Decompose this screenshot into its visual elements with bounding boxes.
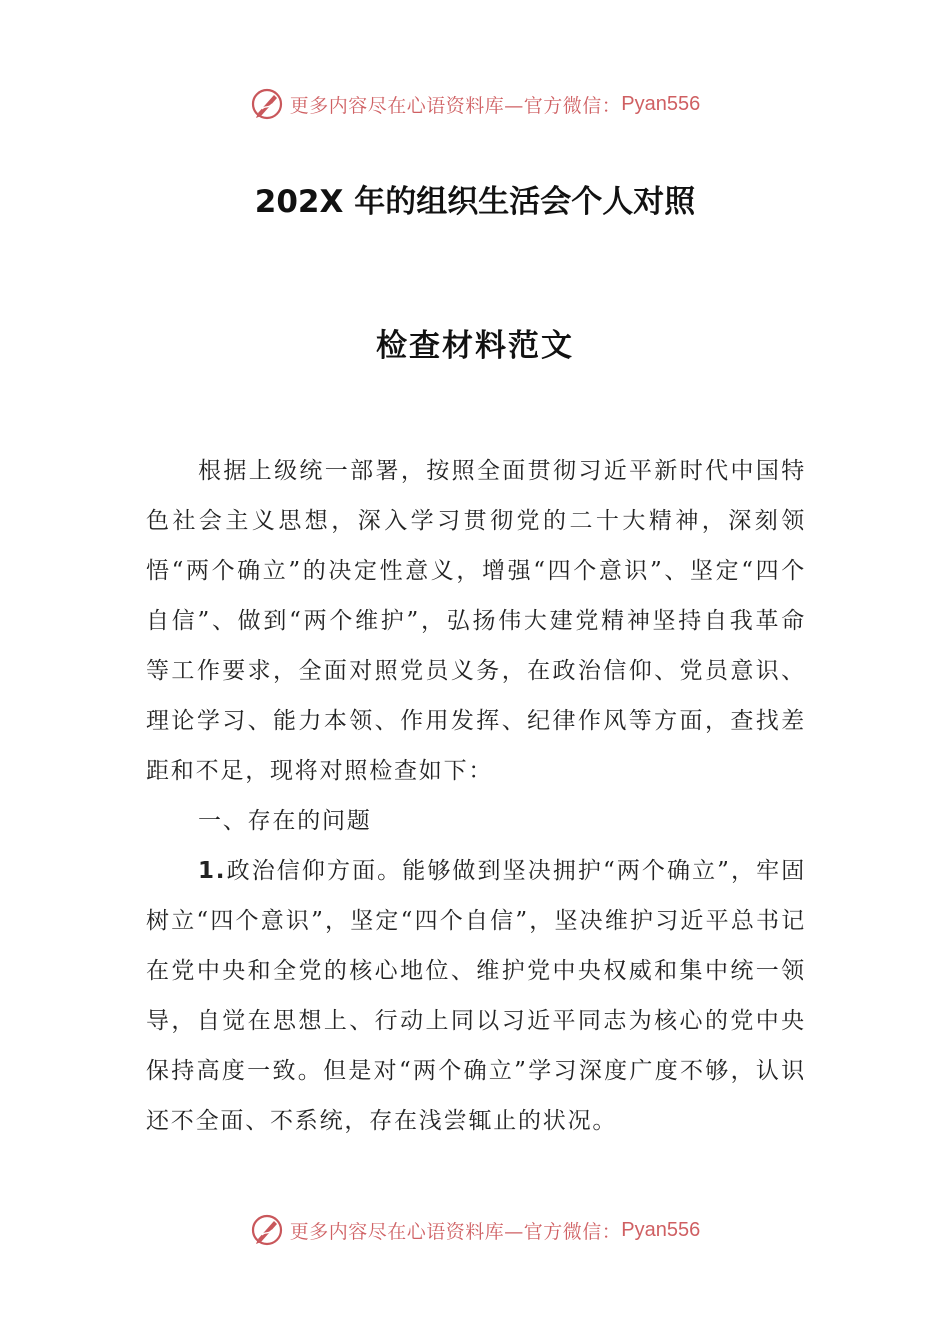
section-heading: 一、存在的问题 xyxy=(198,808,372,834)
watermark-text: 更多内容尽在心语资料库—官方微信： xyxy=(289,94,622,117)
footer-watermark xyxy=(0,1210,950,1250)
watermark-wechat-id: Pyan556 xyxy=(621,1218,701,1241)
item-1-text: 政治信仰方面。能够做到坚决拥护“两个确立”，牢固树立“四个意识”，坚定“四个自信”，坚决维护习近平总书记在党中央和全党的核心地位、维护党中央权威和集中统一领导，自觉在思想上、行动上同以习近平同志为核心的党中央保持高度一致。但是对“两个确立”学习深度广度不够，认识还不全面、不系统，存在浅尝辄止的状况。 xyxy=(146,858,806,1134)
item-1-number: 1. xyxy=(198,858,227,884)
header-watermark xyxy=(0,84,950,124)
document-title-line-2: 检查材料范文 xyxy=(376,328,574,364)
pen-in-circle-logo-icon xyxy=(250,87,284,121)
document-body xyxy=(146,446,806,1146)
intro-paragraph: 根据上级统一部署，按照全面贯彻习近平新时代中国特色社会主义思想，深入学习贯彻党的二十大精神，深刻领悟“两个确立”的决定性意义，增强“四个意识”、坚定“四个自信”、做到“两个维护”，弘扬伟大建党精神坚持自我革命等工作要求，全面对照党员义务，在政治信仰、党员意识、理论学习、能力本领、作用发挥、纪律作风等方面，查找差距和不足，现将对照检查如下： xyxy=(146,458,806,784)
pen-in-circle-logo-icon xyxy=(250,1213,284,1247)
document-title-line-1: 202X 年的组织生活会个人对照 xyxy=(254,184,696,220)
watermark-text: 更多内容尽在心语资料库—官方微信： xyxy=(289,1220,622,1243)
item-1-paragraph xyxy=(146,846,806,1146)
watermark-wechat-id: Pyan556 xyxy=(621,92,701,115)
